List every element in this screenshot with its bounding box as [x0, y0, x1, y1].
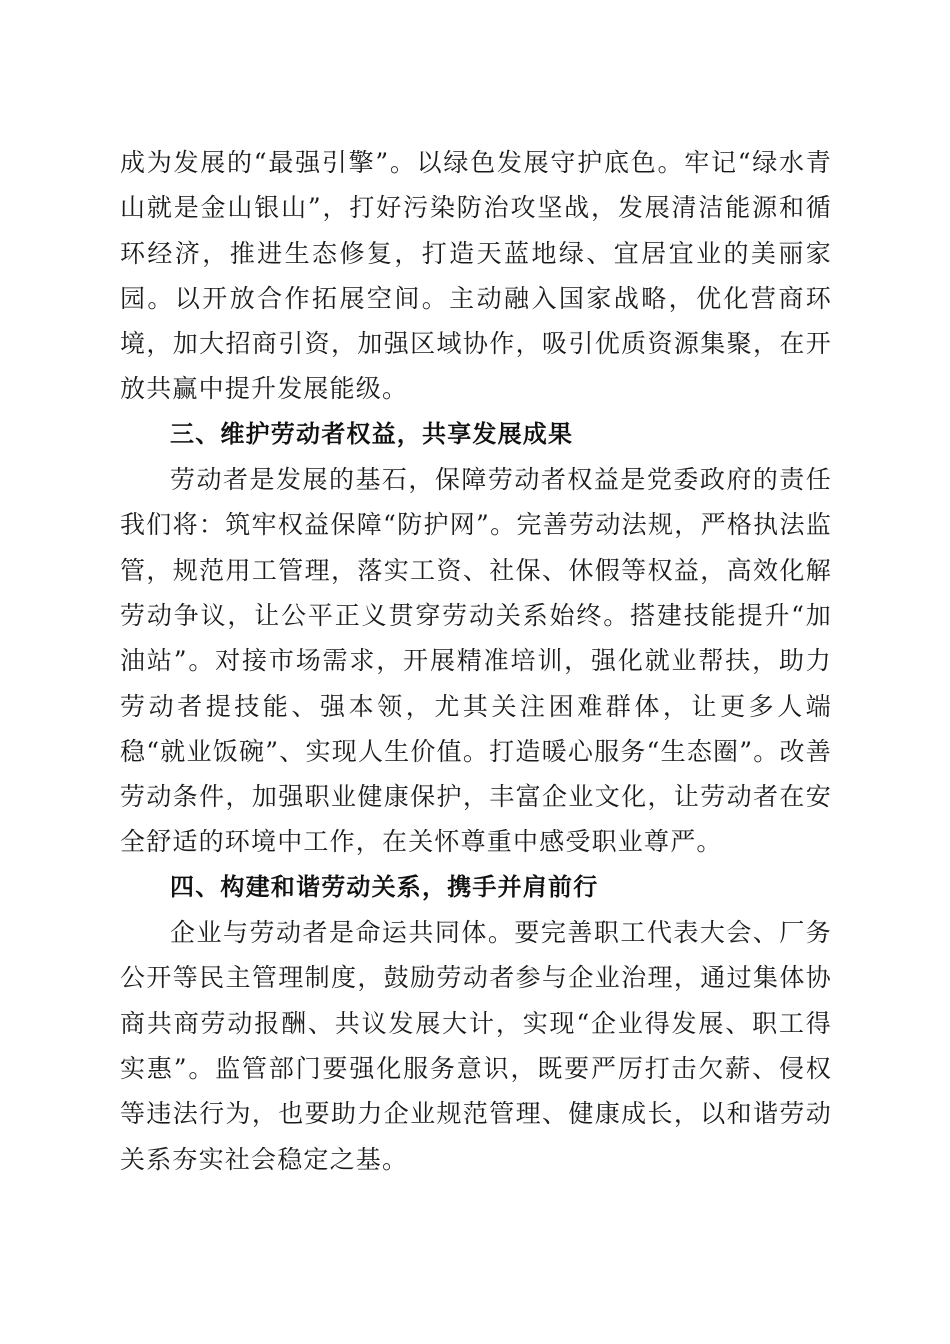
paragraph-continuation: 成为发展的“最强引擎”。以绿色发展守护底色。牢记“绿水青山就是金山银山”，打好污染防治攻坚战，发展清洁能源和循环经济，推进生态修复，打造天蓝地绿、宜居宜业的美丽家园。以开放合作拓展空间。主动融入国家战略，优化营商环境，加大招商引资，加强区域协作，吸引优质资源集聚，在开放共赢中提升发展能级。 — [120, 148, 832, 404]
section-heading-four: 四、构建和谐劳动关系，携手并肩前行 — [170, 872, 599, 901]
paragraph-labor-relations: 企业与劳动者是命运共同体。要完善职工代表大会、厂务公开等民主管理制度，鼓励劳动者参与企业治理，通过集体协商共商劳动报酬、共议发展大计，实现“企业得发展、职工得实惠”。监管部门要强化服务意识，既要严厉打击欠薪、侵权等违法行为，也要助力企业规范管理、健康成长，以和谐劳动关系夯实社会稳定之基。 — [120, 918, 832, 1174]
section-heading-three: 三、维护劳动者权益，共享发展成果 — [170, 419, 574, 448]
paragraph-worker-rights: 劳动者是发展的基石，保障劳动者权益是党委政府的责任我们将：筑牢权益保障“防护网”。完善劳动法规，严格执法监管，规范用工管理，落实工资、社保、休假等权益，高效化解劳动争议，让公平正义贯穿劳动关系始终。搭建技能提升“加油站”。对接市场需求，开展精准培训，强化就业帮扶，助力劳动者提技能、强本领，尤其关注困难群体，让更多人端稳“就业饭碗”、实现人生价值。打造暖心服务“生态圈”。改善劳动条件，加强职业健康保护，丰富企业文化，让劳动者在安全舒适的环境中工作，在关怀尊重中感受职业尊严。 — [120, 465, 832, 857]
document-body — [120, 140, 832, 1182]
